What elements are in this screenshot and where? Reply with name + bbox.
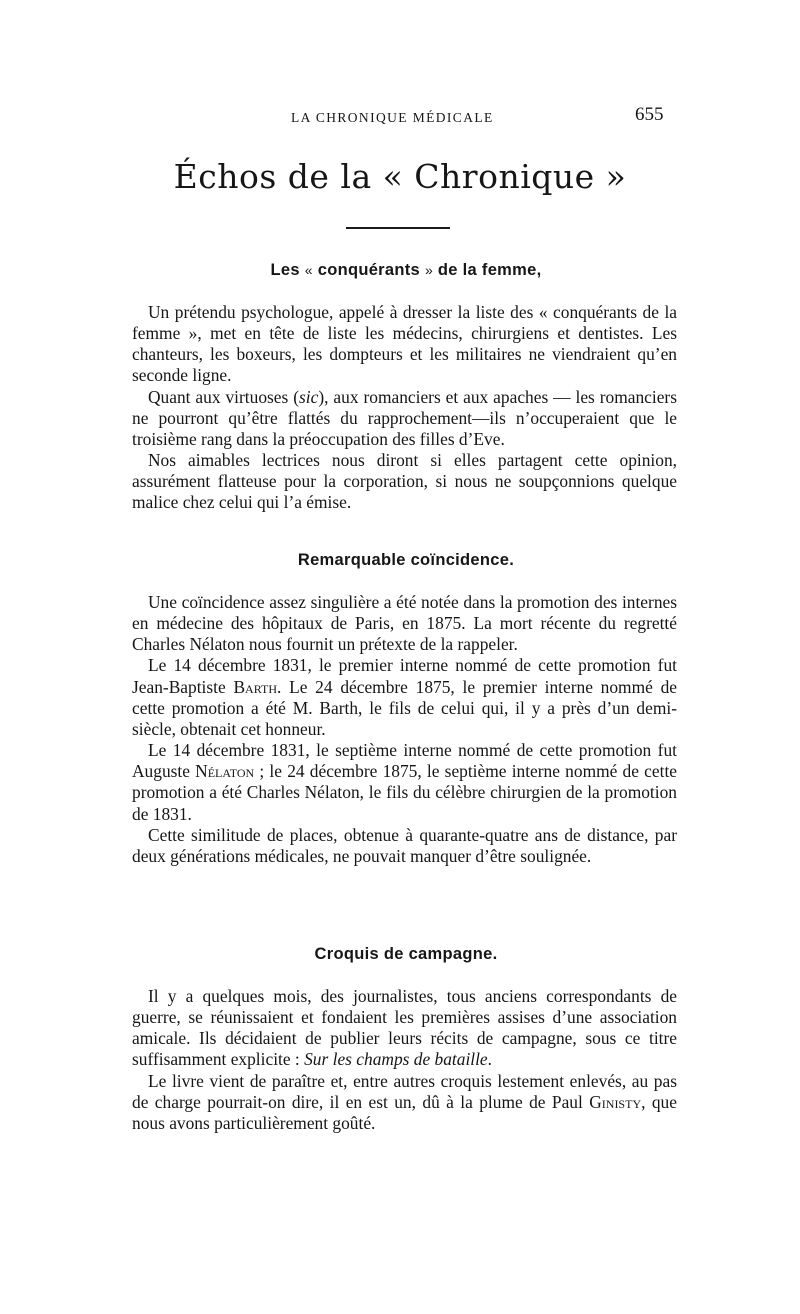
- heading-open-quote: «: [304, 262, 313, 278]
- heading-word-les: Les: [270, 261, 300, 279]
- chapter-title: Échos de la « Chronique »: [173, 157, 627, 196]
- heading-words-de-la-femme: de la femme,: [437, 261, 542, 279]
- title-rule: [346, 227, 450, 229]
- section-body-conquerants: [132, 302, 677, 514]
- italic-book-title: Sur les champs de bataille: [304, 1049, 488, 1070]
- paragraph: Un prétendu psychologue, appelé à dresser la liste des « conquérants de la femme », met en tête de liste les médecins, chirurgiens et dentistes. Les chanteurs, les boxeurs, les dompteurs et les militaires ne viendraient qu’en seconde ligne.: [132, 302, 677, 386]
- section-heading-croquis: Croquis de campagne.: [314, 945, 498, 963]
- heading-close-quote: »: [424, 262, 434, 278]
- paragraph: Le 14 décembre 1831, le premier interne nommé de cette promotion fut Jean-Baptiste Barth. Le 24 décembre 1875, le premier interne nommé de cette promotion a été M. Barth, le fils de celui qui, il y a près d’un demi-siècle, obtenait cet honneur.: [132, 655, 677, 739]
- section-body-croquis: [132, 986, 677, 1134]
- running-title: LA CHRONIQUE MÉDICALE: [291, 110, 494, 125]
- paragraph: Une coïncidence assez singulière a été notée dans la promotion des internes en médecine des hôpitaux de Paris, en 1875. La mort récente du regretté Charles Nélaton nous fournit un prétexte de la rappeler.: [132, 592, 677, 655]
- italic-sic: sic: [299, 386, 319, 407]
- running-header: [0, 104, 800, 134]
- name-barth: Barth.: [233, 676, 282, 697]
- name-ginisty: Ginisty,: [589, 1091, 646, 1112]
- section-heading-coincidence: Remarquable coïncidence.: [297, 551, 515, 569]
- name-nelaton: Nélaton: [195, 761, 255, 782]
- paragraph: Quant aux virtuoses (sic), aux romanciers et aux apaches — les romanciers ne pourront qu’être flattés du rapprochement—ils n’occuperaient que le troisième rang dans la préoccupation des filles d’Eve.: [132, 386, 677, 449]
- heading-word-conquerants: conquérants: [317, 261, 421, 279]
- page-number: 655: [635, 104, 664, 125]
- paragraph: Cette similitude de places, obtenue à quarante-quatre ans de distance, par deux générations médicales, ne pouvait manquer d’être soulignée.: [132, 824, 677, 866]
- section-heading-conquerants: [0, 261, 800, 280]
- section-body-coincidence: [132, 592, 677, 867]
- paragraph: Le livre vient de paraître et, entre autres croquis lestement enlevés, au pas de charge pourrait-on dire, il en est un, dû à la plume de Paul Ginisty, que nous avons particulièrement goûté.: [132, 1070, 677, 1133]
- paragraph: Il y a quelques mois, des journalistes, tous anciens correspondants de guerre, se réunissaient et fondaient les premières assises d’une association amicale. Ils décidaient de publier leurs récits de campagne, sous ce titre suffisamment explicite : Sur les champs de bataille.: [132, 986, 677, 1070]
- paragraph: Le 14 décembre 1831, le septième interne nommé de cette promotion fut Auguste Nélaton ; le 24 décembre 1875, le septième interne nommé de cette promotion a été Charles Nélaton, le fils du célèbre chirurgien de la promotion de 1831.: [132, 740, 677, 824]
- paragraph: Nos aimables lectrices nous diront si elles partagent cette opinion, assurément flatteuse pour la corporation, si nous ne soupçonnions quelque malice chez celui qui l’a émise.: [132, 450, 677, 513]
